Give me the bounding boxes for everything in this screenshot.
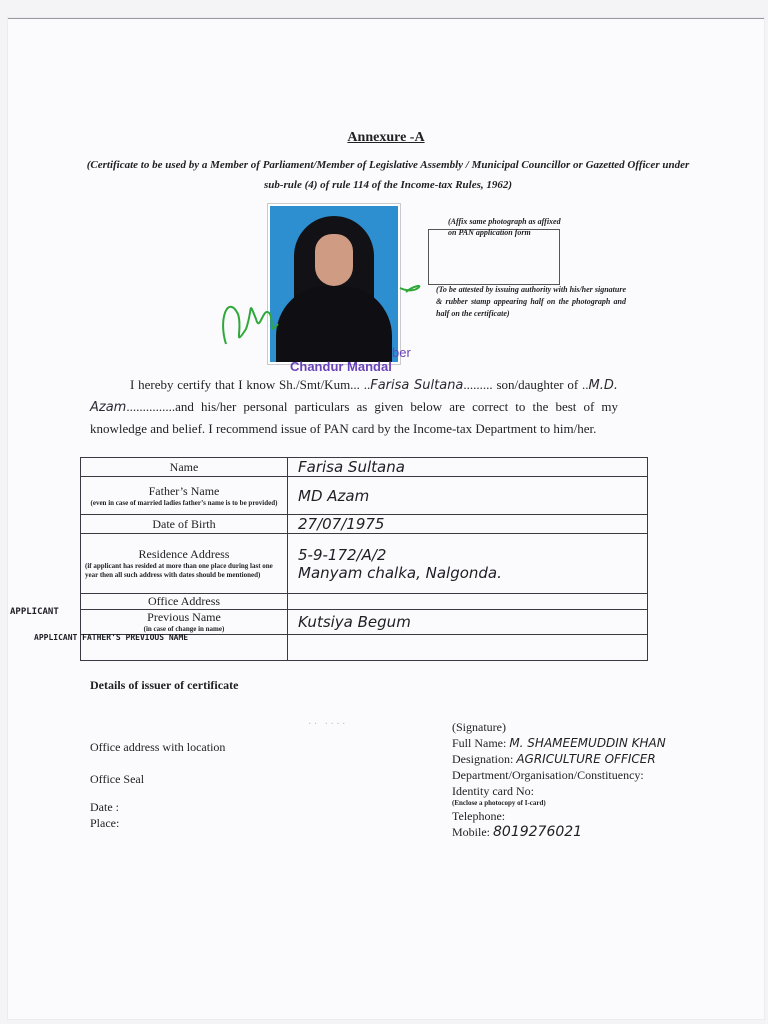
document-subtitle: (Certificate to be used by a Member of Parliament/Member of Legislative Assembly / Municipal Councillor or Gazetted Officer under sub-rule (4) of rule 114 of the Income-tax Rules, 1962) [86, 159, 690, 191]
row-label: Date of Birth [81, 515, 288, 534]
row-note: (even in case of married ladies father’s name is to be provided) [90, 498, 278, 507]
row-label: Name [81, 458, 288, 477]
date-label: Date : [90, 800, 119, 814]
faint-marks: · · · · · · [308, 719, 346, 730]
row-value [288, 635, 648, 661]
telephone-label: Telephone: [452, 809, 506, 823]
full-name-handwritten: M. SHAMEEMUDDIN KHAN [509, 736, 666, 750]
row-value: MD Azam [288, 477, 648, 515]
row-value [288, 534, 648, 594]
particulars-table [80, 457, 648, 661]
table-row [81, 610, 648, 635]
mobile-handwritten: 8019276021 [493, 824, 583, 840]
office-seal-label: Office Seal [90, 772, 145, 786]
row-label: Father’s Name (even in case of married ladies father’s name is to be provided) [81, 477, 288, 515]
row-label: Previous Name (in case of change in name) [81, 610, 288, 635]
cert-name-handwritten: Farisa Sultana [370, 378, 464, 393]
table-row [81, 594, 648, 610]
margin-note-applicant: APPLICANT [10, 607, 59, 617]
mobile-line: Mobile: 8019276021 [452, 824, 583, 840]
table-row [81, 515, 648, 534]
cert-after-name: ......... [463, 377, 493, 392]
table-row [81, 534, 648, 594]
department-label: Department/Organisation/Constituency: [452, 768, 644, 782]
rubber-stamp: Chandur Mandal [290, 359, 392, 374]
attest-note: (To be attested by issuing authority with his/her signature & rubber stamp appearing half on the photograph and half on the certificate) [436, 285, 626, 318]
margin-note-father-previous-name: APPLICANT FATHER'S PREVIOUS NAME [34, 633, 189, 642]
table-row [81, 458, 648, 477]
row-value: Farisa Sultana [288, 458, 648, 477]
cert-line2-prefix: son/daughter of .. [496, 377, 589, 392]
designation-line: Designation: AGRICULTURE OFFICER [452, 752, 656, 766]
cert-prefix: I hereby certify that I know Sh./Smt/Kum... .. [130, 377, 371, 392]
row-value: Kutsiya Begum [288, 610, 648, 635]
designation-handwritten: AGRICULTURE OFFICER [516, 752, 656, 766]
row-label: Office Address [81, 594, 288, 610]
identity-note: (Enclose a photocopy of I-card) [452, 799, 546, 807]
certificate-sheet [8, 18, 764, 1019]
row-note: (in case of change in name) [143, 625, 225, 633]
row-value [288, 594, 648, 610]
row-label: Residence Address (if applicant has resided at more than one place during last one year then all such address with dates should be mentioned) [81, 534, 288, 594]
issuer-right-column [452, 719, 666, 840]
signature-label: (Signature) [452, 720, 506, 734]
table-row [81, 477, 648, 515]
document-title: Annexure -A [347, 130, 425, 145]
certificate-paragraph [90, 374, 618, 439]
address-line-1: 5-9-172/A/2 [298, 545, 387, 564]
full-name-line: Full Name: M. SHAMEEMUDDIN KHAN [452, 736, 666, 750]
place-label: Place: [90, 816, 120, 830]
row-value: 27/07/1975 [288, 515, 648, 534]
cert-line2-suffix: ...............and his/her personal particulars as given below are correct to the best of my knowledge and belief. I recommend issue of PAN card by the Income-tax Department to him/her. [90, 399, 618, 436]
issuer-left-column [90, 739, 225, 831]
row-note: (if applicant has resided at more than one place during last one year then all such address with dates should be mentioned) [85, 562, 273, 579]
affix-note: (Affix same photograph as affixed on PAN application form [448, 217, 561, 237]
identity-label: Identity card No: [452, 784, 534, 798]
address-line-2: Manyam chalka, Nalgonda. [298, 563, 502, 582]
cert-father-handwritten: M.D. Azam [90, 378, 618, 415]
stamp-fragment: ber [392, 345, 411, 360]
office-address-label: Office address with location [90, 740, 226, 754]
issuer-heading: Details of issuer of certificate [90, 678, 239, 692]
